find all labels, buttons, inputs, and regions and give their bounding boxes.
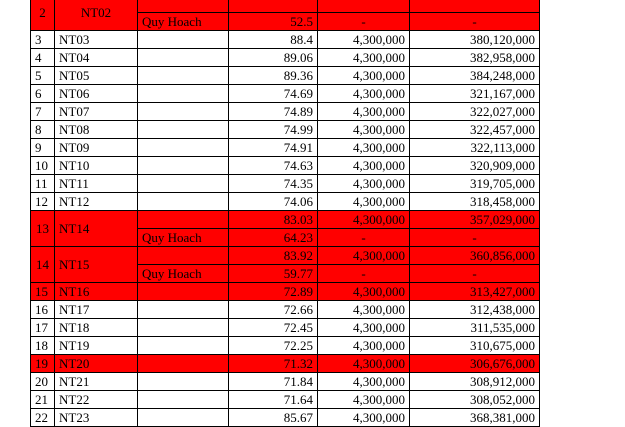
table-row xyxy=(31,391,540,409)
price-cell: 4,300,000 xyxy=(318,49,410,67)
plot-code: NT19 xyxy=(55,337,138,355)
plot-code: NT07 xyxy=(55,103,138,121)
table-row xyxy=(31,301,540,319)
note-cell xyxy=(138,175,229,193)
area-cell: 74.63 xyxy=(229,157,318,175)
area-cell: 74.89 xyxy=(229,103,318,121)
plot-code: NT03 xyxy=(55,31,138,49)
plot-code: NT08 xyxy=(55,121,138,139)
note-cell xyxy=(138,139,229,157)
price-cell: 4,300,000 xyxy=(318,373,410,391)
total-cell: 357,029,000 xyxy=(410,211,540,229)
table-row xyxy=(31,283,540,301)
table-body xyxy=(31,301,540,355)
total-cell: 322,113,000 xyxy=(410,139,540,157)
total-cell: 318,458,000 xyxy=(410,193,540,211)
price-cell: 4,300,000 xyxy=(318,157,410,175)
area-cell: 74.69 xyxy=(229,85,318,103)
row-number: 18 xyxy=(31,337,55,355)
total-cell: 322,457,000 xyxy=(410,121,540,139)
note-cell xyxy=(138,391,229,409)
row-number: 4 xyxy=(31,49,55,67)
note-cell xyxy=(138,157,229,175)
row-number: 13 xyxy=(31,211,55,247)
row-number: 16 xyxy=(31,301,55,319)
price-cell: 4,300,000 xyxy=(318,193,410,211)
row-number: 3 xyxy=(31,31,55,49)
plot-code: NT06 xyxy=(55,85,138,103)
area-cell xyxy=(229,0,318,13)
note-cell xyxy=(138,67,229,85)
price-cell: 4,300,000 xyxy=(318,175,410,193)
total-cell: 321,167,000 xyxy=(410,85,540,103)
row-number: 21 xyxy=(31,391,55,409)
total-cell: 368,381,000 xyxy=(410,409,540,427)
table-row xyxy=(31,193,540,211)
row-number: 10 xyxy=(31,157,55,175)
total-cell: - xyxy=(410,229,540,247)
note-cell xyxy=(138,283,229,301)
total-cell: 380,120,000 xyxy=(410,31,540,49)
note-cell: Quy Hoach xyxy=(138,229,229,247)
price-cell: - xyxy=(318,13,410,31)
total-cell: 360,856,000 xyxy=(410,247,540,265)
price-cell: 4,300,000 xyxy=(318,409,410,427)
total-cell: 308,912,000 xyxy=(410,373,540,391)
price-cell: 4,300,000 xyxy=(318,283,410,301)
area-cell: 59.77 xyxy=(229,265,318,283)
note-cell xyxy=(138,301,229,319)
plot-code: NT11 xyxy=(55,175,138,193)
price-cell: - xyxy=(318,229,410,247)
price-cell: 4,300,000 xyxy=(318,85,410,103)
total-cell xyxy=(410,0,540,13)
price-cell: 4,300,000 xyxy=(318,103,410,121)
table-row xyxy=(31,157,540,175)
row-number: 6 xyxy=(31,85,55,103)
area-cell: 72.66 xyxy=(229,301,318,319)
plot-code: NT22 xyxy=(55,391,138,409)
total-cell: 382,958,000 xyxy=(410,49,540,67)
price-cell: 4,300,000 xyxy=(318,337,410,355)
total-cell: 322,027,000 xyxy=(410,103,540,121)
area-cell: 52.5 xyxy=(229,13,318,31)
area-cell: 83.03 xyxy=(229,211,318,229)
total-cell: - xyxy=(410,265,540,283)
plot-code: NT20 xyxy=(55,355,138,373)
total-cell: 308,052,000 xyxy=(410,391,540,409)
row-number: 9 xyxy=(31,139,55,157)
table-row xyxy=(31,175,540,193)
area-cell: 88.4 xyxy=(229,31,318,49)
table-row xyxy=(31,337,540,355)
note-cell xyxy=(138,103,229,121)
price-cell: 4,300,000 xyxy=(318,67,410,85)
area-cell: 74.99 xyxy=(229,121,318,139)
plot-code: NT14 xyxy=(55,211,138,247)
note-cell xyxy=(138,355,229,373)
plot-code: NT17 xyxy=(55,301,138,319)
table-body xyxy=(31,211,540,301)
row-number: 14 xyxy=(31,247,55,283)
area-cell: 83.92 xyxy=(229,247,318,265)
note-cell: Quy Hoach xyxy=(138,265,229,283)
total-cell: 311,535,000 xyxy=(410,319,540,337)
table-row xyxy=(31,67,540,85)
price-cell: 4,300,000 xyxy=(318,301,410,319)
price-cell: 4,300,000 xyxy=(318,121,410,139)
note-cell xyxy=(138,373,229,391)
area-cell: 72.45 xyxy=(229,319,318,337)
price-cell: 4,300,000 xyxy=(318,31,410,49)
note-cell xyxy=(138,31,229,49)
plot-code: NT12 xyxy=(55,193,138,211)
price-cell: 4,300,000 xyxy=(318,247,410,265)
table-row xyxy=(31,103,540,121)
total-cell: 312,438,000 xyxy=(410,301,540,319)
row-number: 11 xyxy=(31,175,55,193)
plot-code: NT18 xyxy=(55,319,138,337)
area-cell: 89.36 xyxy=(229,67,318,85)
price-cell: 4,300,000 xyxy=(318,211,410,229)
total-cell: 310,675,000 xyxy=(410,337,540,355)
plot-code: NT05 xyxy=(55,67,138,85)
plot-code: NT15 xyxy=(55,247,138,283)
area-cell: 72.25 xyxy=(229,337,318,355)
table-row xyxy=(31,121,540,139)
price-cell: 4,300,000 xyxy=(318,139,410,157)
area-cell: 89.06 xyxy=(229,49,318,67)
price-cell: - xyxy=(318,265,410,283)
row-number: 20 xyxy=(31,373,55,391)
table-body xyxy=(31,0,540,31)
table-body xyxy=(31,31,540,211)
table-row xyxy=(31,211,540,229)
row-number: 17 xyxy=(31,319,55,337)
area-cell: 64.23 xyxy=(229,229,318,247)
plot-code: NT21 xyxy=(55,373,138,391)
plot-code: NT23 xyxy=(55,409,138,427)
note-cell xyxy=(138,121,229,139)
row-number: 19 xyxy=(31,355,55,373)
note-cell xyxy=(138,85,229,103)
table-row xyxy=(31,49,540,67)
table-row xyxy=(31,319,540,337)
row-number: 5 xyxy=(31,67,55,85)
table-row xyxy=(31,373,540,391)
table-body xyxy=(31,355,540,373)
area-cell: 72.89 xyxy=(229,283,318,301)
table-row xyxy=(31,0,540,13)
table-row xyxy=(31,85,540,103)
total-cell: - xyxy=(410,13,540,31)
area-cell: 74.35 xyxy=(229,175,318,193)
table-row xyxy=(31,139,540,157)
plot-code: NT09 xyxy=(55,139,138,157)
price-cell: 4,300,000 xyxy=(318,319,410,337)
note-cell xyxy=(138,319,229,337)
row-number: 8 xyxy=(31,121,55,139)
plot-code: NT10 xyxy=(55,157,138,175)
total-cell: 319,705,000 xyxy=(410,175,540,193)
area-cell: 74.06 xyxy=(229,193,318,211)
note-cell xyxy=(138,409,229,427)
row-number: 15 xyxy=(31,283,55,301)
table-row xyxy=(31,355,540,373)
table-body xyxy=(31,373,540,427)
table-row xyxy=(31,409,540,427)
note-cell xyxy=(138,193,229,211)
price-cell: 4,300,000 xyxy=(318,355,410,373)
price-cell: 4,300,000 xyxy=(318,391,410,409)
price-cell xyxy=(318,0,410,13)
area-cell: 71.84 xyxy=(229,373,318,391)
land-price-table xyxy=(30,0,540,427)
row-number: 12 xyxy=(31,193,55,211)
area-cell: 85.67 xyxy=(229,409,318,427)
plot-code: NT04 xyxy=(55,49,138,67)
note-cell xyxy=(138,49,229,67)
total-cell: 384,248,000 xyxy=(410,67,540,85)
plot-code: NT02 xyxy=(55,0,138,31)
note-cell xyxy=(138,211,229,229)
note-cell xyxy=(138,337,229,355)
note-cell: Quy Hoach xyxy=(138,13,229,31)
row-number: 22 xyxy=(31,409,55,427)
area-cell: 71.64 xyxy=(229,391,318,409)
table-row xyxy=(31,31,540,49)
row-number: 2 xyxy=(31,0,55,31)
row-number: 7 xyxy=(31,103,55,121)
table-row xyxy=(31,247,540,265)
area-cell: 71.32 xyxy=(229,355,318,373)
plot-code: NT16 xyxy=(55,283,138,301)
total-cell: 320,909,000 xyxy=(410,157,540,175)
note-cell xyxy=(138,247,229,265)
note-cell xyxy=(138,0,229,13)
total-cell: 306,676,000 xyxy=(410,355,540,373)
area-cell: 74.91 xyxy=(229,139,318,157)
total-cell: 313,427,000 xyxy=(410,283,540,301)
